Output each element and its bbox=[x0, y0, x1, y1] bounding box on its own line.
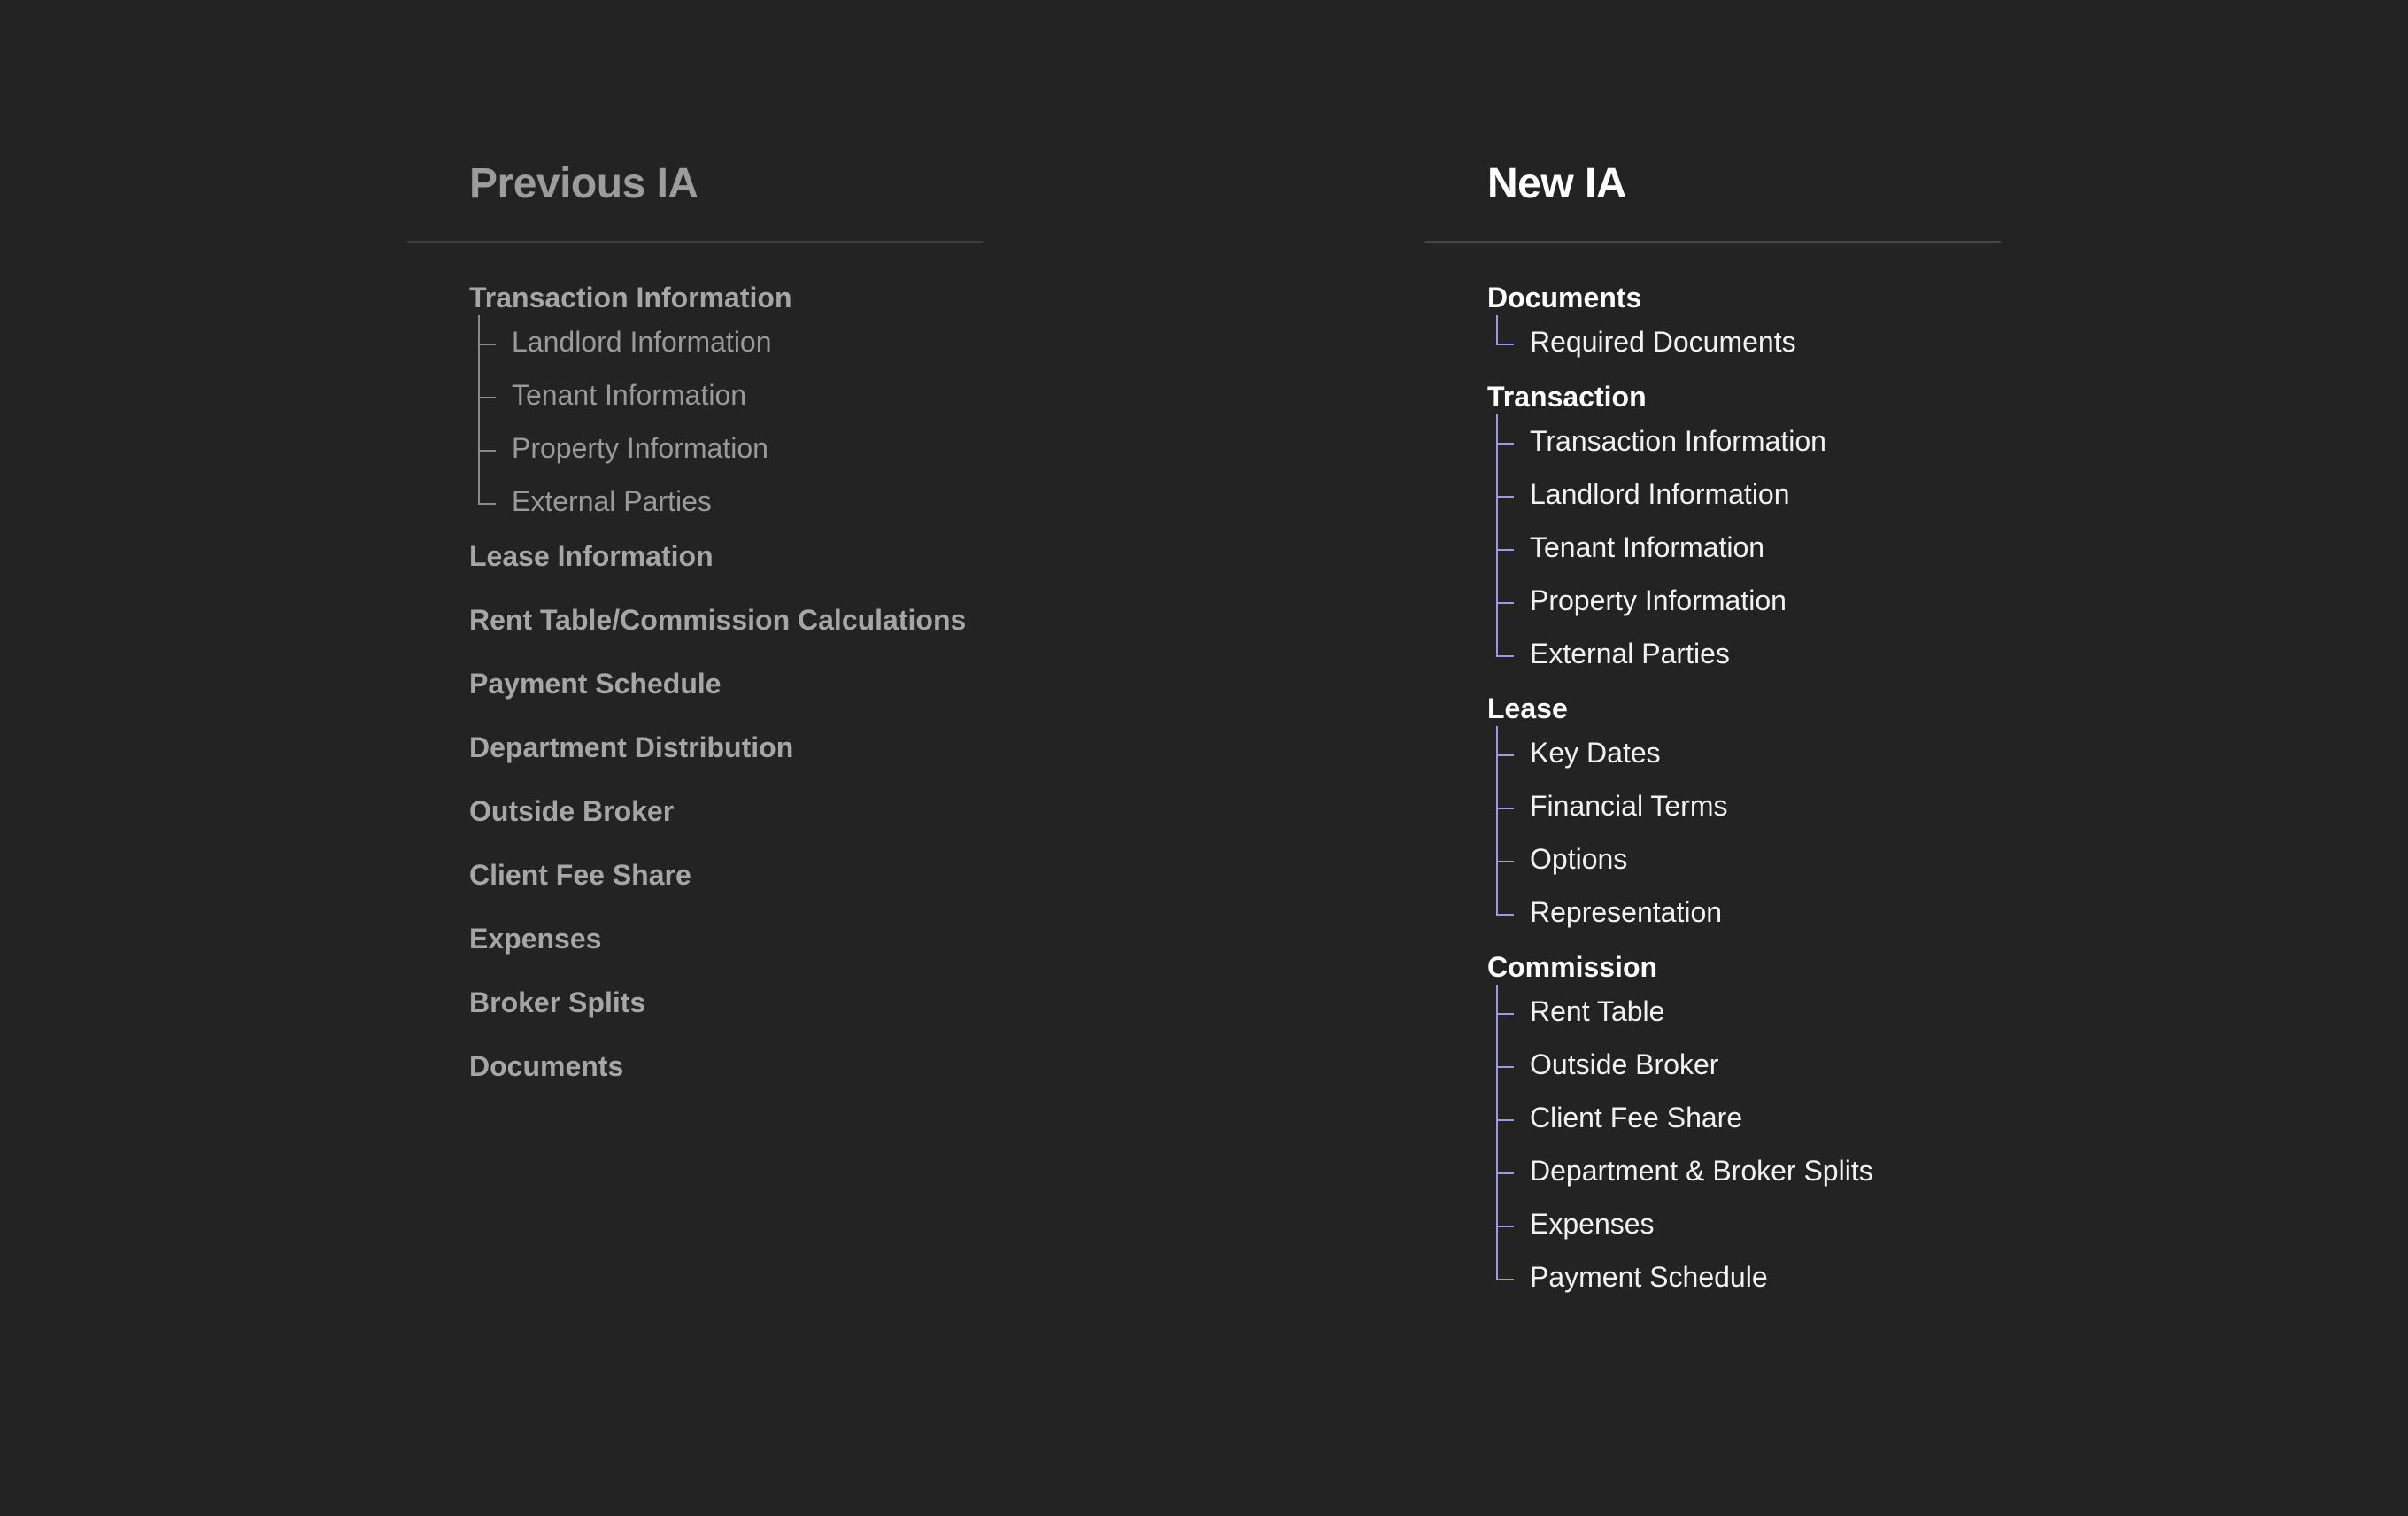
group-title: Documents bbox=[1487, 282, 1642, 313]
tree-connector-horizontal bbox=[1496, 1119, 1514, 1121]
tree-item-label: Required Documents bbox=[1530, 326, 1796, 358]
tree-item-label: Outside Broker bbox=[1530, 1048, 1719, 1080]
tree-item bbox=[1487, 1197, 2001, 1250]
tree-item bbox=[1487, 521, 2001, 574]
tree-connector-vertical bbox=[1496, 521, 1498, 574]
tree-connector-vertical bbox=[1496, 414, 1498, 468]
group-title: Lease bbox=[1487, 692, 1568, 724]
tree-connector-horizontal bbox=[1496, 861, 1514, 862]
tree-item bbox=[1487, 985, 2001, 1038]
tree-connector-horizontal bbox=[1496, 1066, 1514, 1068]
tree-item-label: Financial Terms bbox=[1530, 790, 1728, 822]
group-children bbox=[469, 315, 983, 528]
tree-connector-vertical bbox=[478, 368, 480, 422]
tree-item bbox=[1487, 1038, 2001, 1091]
tree-connector-horizontal bbox=[1496, 1172, 1514, 1174]
tree-connector-horizontal bbox=[1496, 443, 1514, 445]
tree-connector-vertical bbox=[1496, 1038, 1498, 1091]
tree-item bbox=[1487, 886, 2001, 939]
tree-item-label: Property Information bbox=[1530, 584, 1787, 616]
tree-connector-vertical bbox=[1496, 315, 1498, 345]
group-children bbox=[1487, 315, 2001, 368]
tree-connector-vertical bbox=[1496, 886, 1498, 916]
tree-connector-horizontal bbox=[478, 450, 496, 452]
tree-connector-vertical bbox=[1496, 832, 1498, 886]
tree-item bbox=[1487, 1144, 2001, 1197]
tree-item-label: Landlord Information bbox=[1530, 478, 1790, 510]
tree-connector-vertical bbox=[1496, 1144, 1498, 1197]
tree-connector-horizontal bbox=[1496, 1226, 1514, 1227]
tree-connector-horizontal bbox=[1496, 914, 1514, 916]
tree-item bbox=[1487, 726, 2001, 779]
group-title: Rent Table/Commission Calculations bbox=[469, 604, 967, 636]
tree-item-label: External Parties bbox=[1530, 638, 1730, 669]
tree-item-label: Department & Broker Splits bbox=[1530, 1155, 1873, 1187]
tree-group bbox=[469, 857, 983, 893]
group-title: Commission bbox=[1487, 951, 1658, 983]
tree-item-label: Options bbox=[1530, 843, 1628, 875]
group-title: Lease Information bbox=[469, 540, 714, 572]
tree-group bbox=[469, 793, 983, 829]
group-title: Broker Splits bbox=[469, 986, 646, 1018]
tree-item-label: Landlord Information bbox=[512, 326, 772, 358]
tree-item bbox=[469, 315, 983, 368]
tree-connector-horizontal bbox=[478, 344, 496, 345]
tree-item bbox=[469, 422, 983, 475]
tree-item bbox=[1487, 832, 2001, 886]
group-title: Outside Broker bbox=[469, 795, 675, 827]
tree-group bbox=[1487, 379, 2001, 680]
tree-connector-vertical bbox=[1496, 1250, 1498, 1280]
tree-item-label: Expenses bbox=[1530, 1208, 1655, 1240]
group-title: Expenses bbox=[469, 923, 602, 955]
tree-group bbox=[469, 538, 983, 574]
tree-connector-vertical bbox=[1496, 574, 1498, 627]
tree-connector-vertical bbox=[478, 475, 480, 505]
tree-connector-horizontal bbox=[1496, 549, 1514, 551]
tree-connector-vertical bbox=[1496, 1091, 1498, 1144]
tree-item bbox=[469, 368, 983, 422]
tree-connector-horizontal bbox=[1496, 754, 1514, 756]
group-title: Transaction bbox=[1487, 381, 1647, 413]
tree-group bbox=[469, 1048, 983, 1084]
tree-item bbox=[469, 475, 983, 528]
group-children bbox=[1487, 414, 2001, 680]
tree-group bbox=[1487, 280, 2001, 368]
tree-item-label: Rent Table bbox=[1530, 995, 1665, 1027]
tree-item-label: Payment Schedule bbox=[1530, 1261, 1768, 1293]
tree-item-label: Property Information bbox=[512, 432, 768, 464]
tree-item-label: External Parties bbox=[512, 485, 712, 517]
tree-group bbox=[469, 985, 983, 1020]
tree-group bbox=[469, 730, 983, 765]
tree-connector-horizontal bbox=[478, 397, 496, 398]
group-title: Transaction Information bbox=[469, 282, 792, 313]
previous-ia-title: Previous IA bbox=[469, 160, 698, 207]
tree-connector-vertical bbox=[1496, 779, 1498, 832]
tree-item-label: Tenant Information bbox=[1530, 531, 1765, 563]
group-title: Documents bbox=[469, 1050, 624, 1082]
tree-connector-horizontal bbox=[1496, 655, 1514, 657]
tree-item-label: Transaction Information bbox=[1530, 425, 1826, 457]
previous-ia-groups bbox=[469, 280, 983, 1112]
tree-connector-vertical bbox=[478, 315, 480, 368]
tree-group bbox=[469, 280, 983, 528]
group-children bbox=[1487, 726, 2001, 939]
tree-connector-horizontal bbox=[1496, 602, 1514, 604]
tree-group bbox=[469, 602, 983, 638]
tree-item bbox=[1487, 1250, 2001, 1303]
tree-connector-vertical bbox=[1496, 1197, 1498, 1250]
tree-connector-vertical bbox=[478, 422, 480, 475]
tree-item bbox=[1487, 468, 2001, 521]
tree-item bbox=[1487, 779, 2001, 832]
tree-connector-horizontal bbox=[1496, 344, 1514, 345]
tree-connector-horizontal bbox=[1496, 808, 1514, 809]
tree-connector-horizontal bbox=[478, 503, 496, 505]
new-ia-divider bbox=[1425, 241, 2001, 243]
tree-group bbox=[469, 921, 983, 956]
previous-ia-divider bbox=[407, 241, 983, 243]
tree-connector-vertical bbox=[1496, 726, 1498, 779]
tree-item-label: Key Dates bbox=[1530, 737, 1661, 769]
group-title: Payment Schedule bbox=[469, 668, 722, 700]
group-title: Department Distribution bbox=[469, 731, 794, 763]
tree-connector-horizontal bbox=[1496, 1279, 1514, 1280]
tree-item bbox=[1487, 627, 2001, 680]
tree-connector-vertical bbox=[1496, 627, 1498, 657]
tree-connector-vertical bbox=[1496, 985, 1498, 1038]
tree-item bbox=[1487, 574, 2001, 627]
tree-item-label: Representation bbox=[1530, 896, 1723, 928]
tree-connector-horizontal bbox=[1496, 496, 1514, 498]
tree-group bbox=[1487, 691, 2001, 939]
tree-item bbox=[1487, 315, 2001, 368]
tree-group bbox=[469, 666, 983, 701]
tree-group bbox=[1487, 949, 2001, 1303]
group-title: Client Fee Share bbox=[469, 859, 691, 891]
tree-item-label: Tenant Information bbox=[512, 379, 747, 411]
tree-item bbox=[1487, 414, 2001, 468]
new-ia-title: New IA bbox=[1487, 160, 1627, 207]
tree-connector-horizontal bbox=[1496, 1013, 1514, 1015]
group-children bbox=[1487, 985, 2001, 1303]
tree-item-label: Client Fee Share bbox=[1530, 1102, 1743, 1133]
tree-connector-vertical bbox=[1496, 468, 1498, 521]
new-ia-groups bbox=[1487, 280, 2001, 1314]
tree-item bbox=[1487, 1091, 2001, 1144]
